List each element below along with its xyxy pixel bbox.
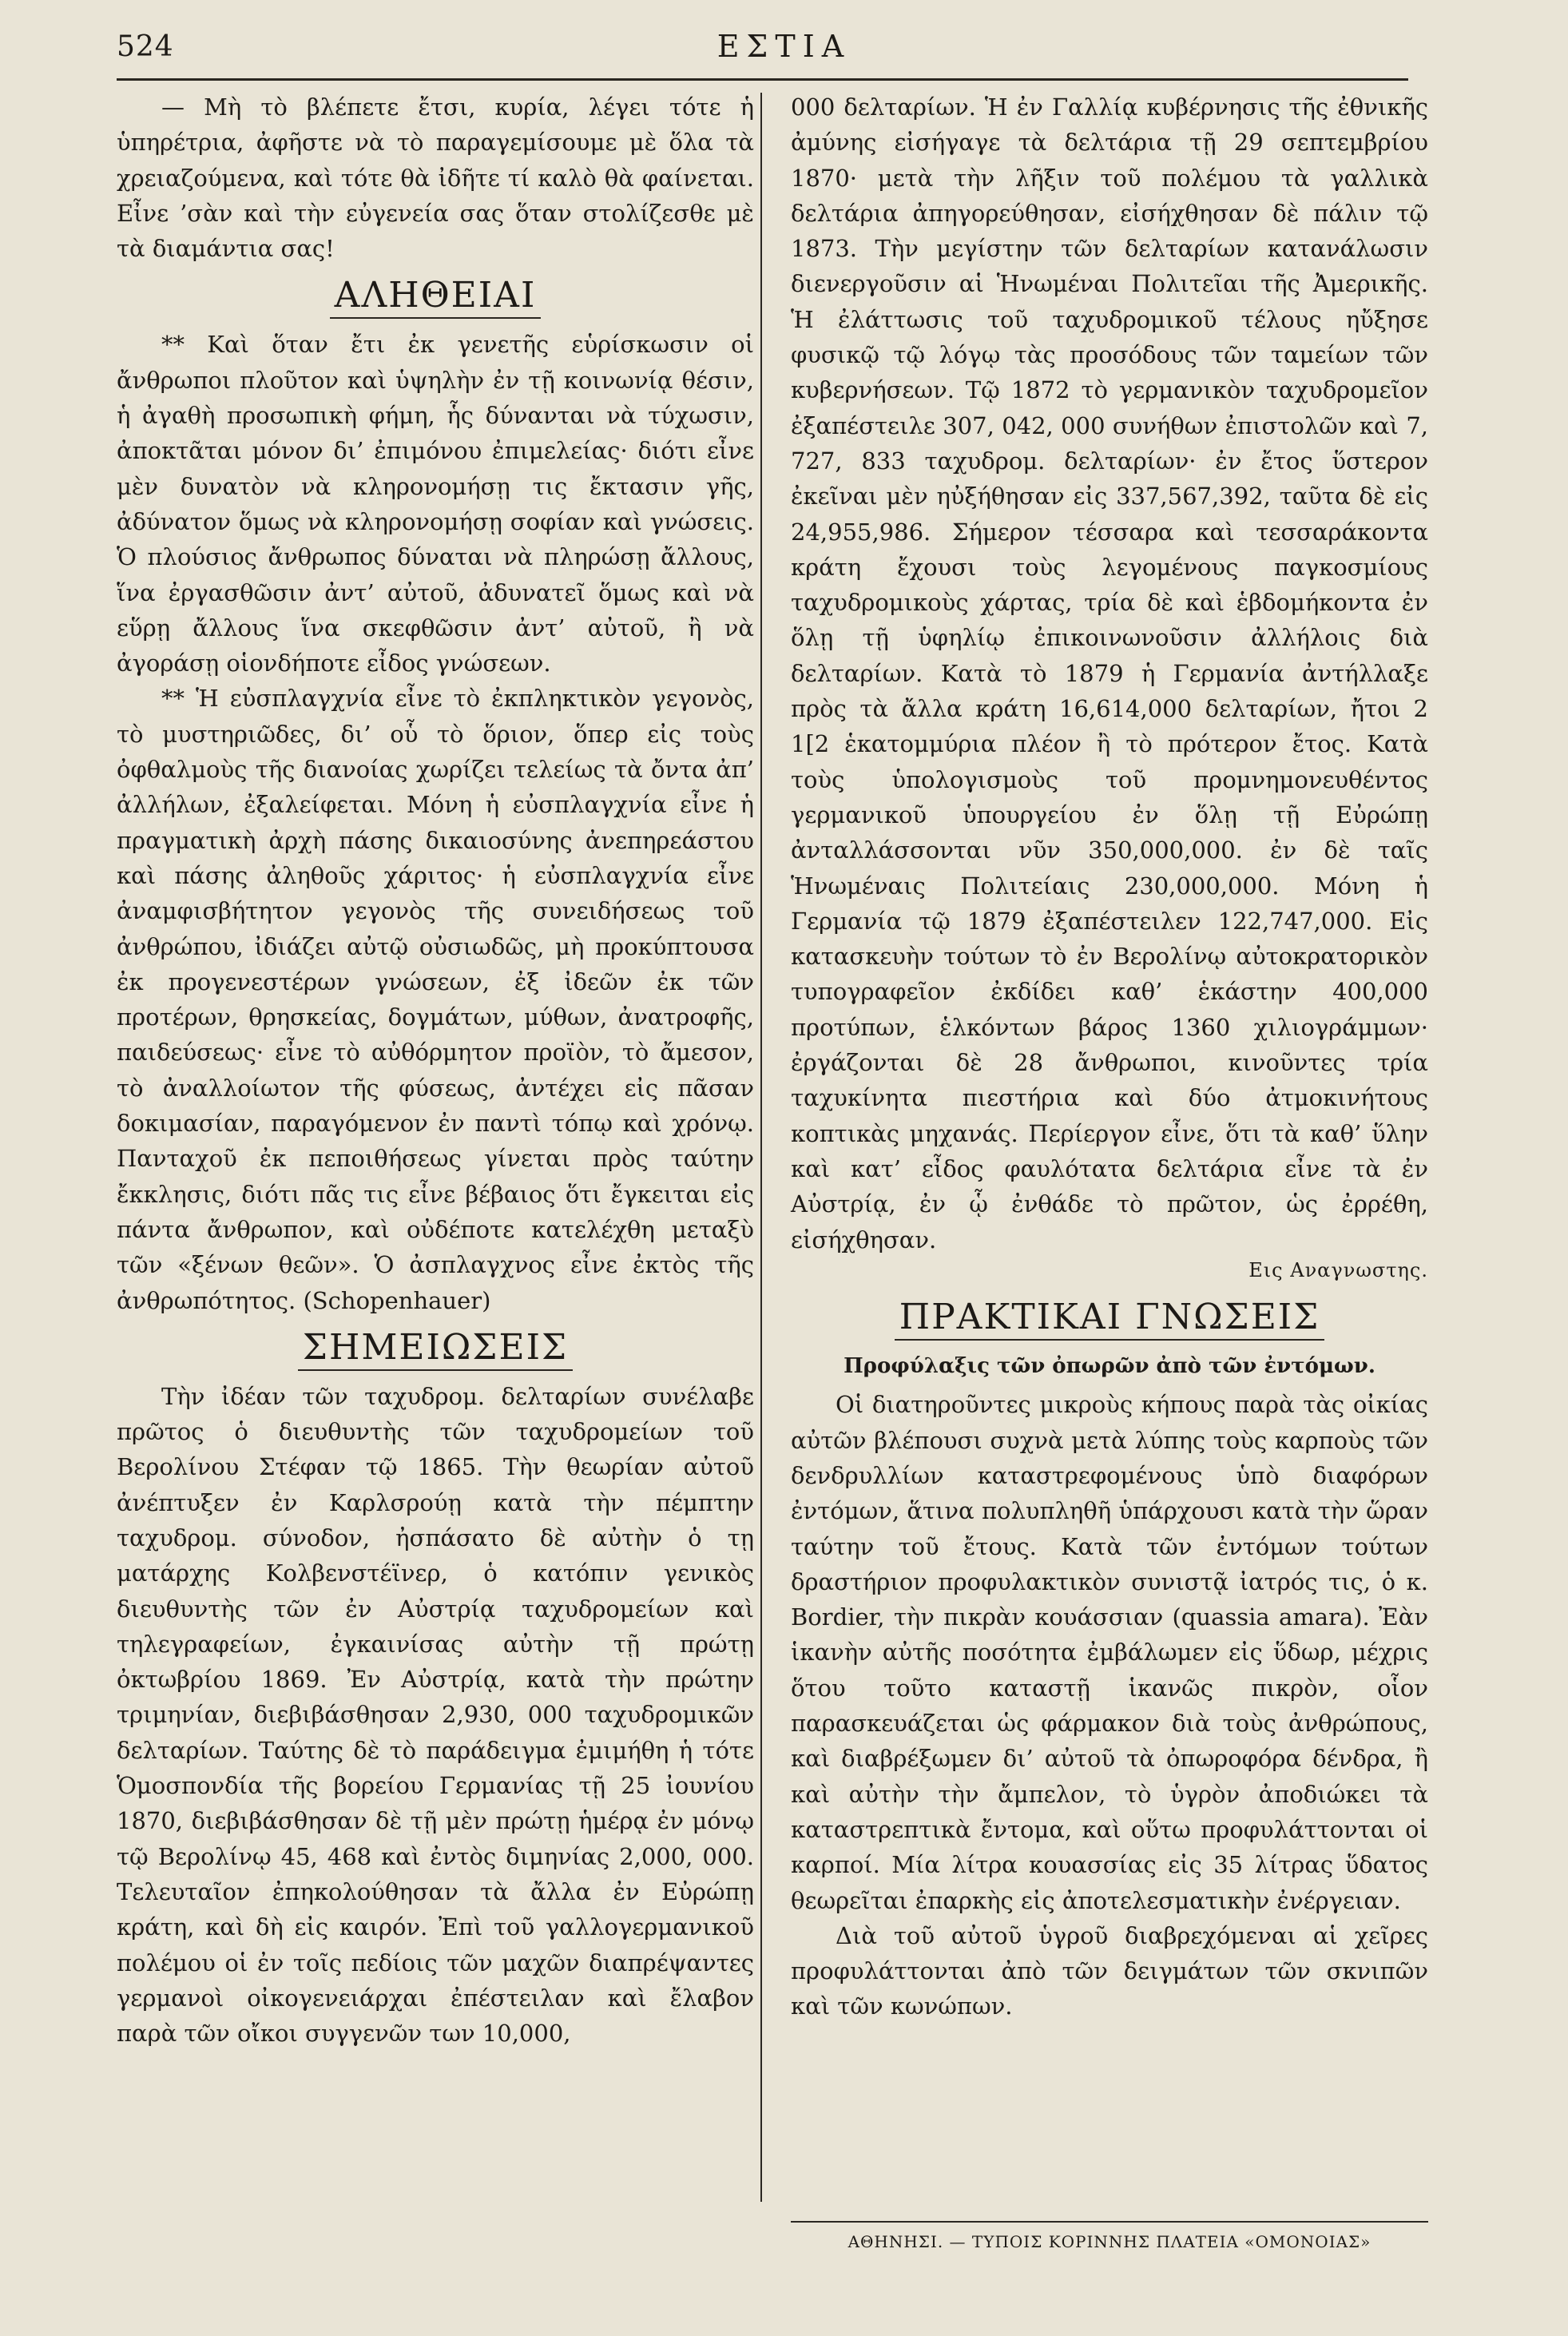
notes-paragraph: Τὴν ἰδέαν τῶν ταχυδρομ. δελταρίων συνέλαβε πρῶτος ὁ διευθυντὴς τῶν ταχυδρομείων τοῦ Βερολίνου Στέφαν τῷ 1865. Τὴν θεωρίαν αὐτοῦ ἀνέπτυξεν ἐν Καρλσρούῃ κατὰ τὴν πέμπτην ταχυδρομ. σύνοδον, ἠσπάσατο δὲ αὐτὴν ὁ τῃ ματάρχης Κολβενστέϊνερ, ὁ κατόπιν γενικὸς διευθυντὴς τῶν ἐν Αὐστρίᾳ ταχυδρομείων καὶ τηλεγραφείων, ἐγκαινίσας αὐτὴν τῇ πρώτῃ ὀκτωβρίου 1869. Ἐν Αὐστρίᾳ, κατὰ τὴν πρώτην τριμηνίαν, διεβιβάσθησαν 2,930, 000 ταχυδρομικῶν δελταρίων. Ταύτης δὲ τὸ παράδειγμα ἐμιμήθη ἡ τότε Ὁμοσπονδία τῆς βορείου Γερμανίας τῇ 25 ἰουνίου 1870, διεβιβάσθησαν δὲ τῇ μὲν πρώτῃ ἡμέρᾳ ἐν μόνῳ τῷ Βερολίνῳ 45, 468 καὶ ἐντὸς διμηνίας 2,000, 000. Τελευταῖον ἐπηκολούθησαν τὰ ἄλλα ἐν Εὐρώπῃ κράτη, καὶ δὴ εἰς καιρόν. Ἐπὶ τοῦ γαλλογερμανικοῦ πολέμου οἱ ἐν τοῖς πεδίοις τῶν μαχῶν διαπρέψαντες γερμανοὶ οἰκογενειάρχαι ἐπέστειλαν καὶ ἔλαβον παρὰ τῶν οἴκοι συγγενῶν των 10,000, (117, 1382, 754, 2048)
author-signature: Εις Αναγνωστης. (1248, 1258, 1428, 1281)
page-number: 524 (117, 30, 174, 63)
column-divider (760, 93, 762, 2202)
footer-rule (791, 2221, 1428, 2223)
story-ending: — Μὴ τὸ βλέπετε ἔτσι, κυρία, λέγει τότε ἡ ὑπηρέτρια, ἀφῆστε νὰ τὸ παραγεμίσουμε μὲ ὅλα τὰ χρειαζούμενα, καὶ τότε θὰ ἰδῆτε τί καλὸ θὰ φαίνεται. Εἶνε ’σὰν καὶ τὴν εὐγενεία σας ὅταν στολίζεσθε μὲ τὰ διαμάντια σας! (117, 93, 754, 263)
practical-paragraph: Διὰ τοῦ αὐτοῦ ὑγροῦ διαβρεχόμεναι αἱ χεῖρες προφυλάττονται ἀπὸ τῶν δειγμάτων τῶν σκνιπῶν καὶ τῶν κωνώπων. (791, 1921, 1428, 2020)
right-column (791, 89, 1428, 2024)
aphorism-paragraph: ** Καὶ ὅταν ἔτι ἐκ γενετῆς εὑρίσκωσιν οἱ ἄνθρωποι πλοῦτον καὶ ὑψηλὴν ἐν τῇ κοινωνίᾳ θέσιν, ἡ ἀγαθὴ προσωπικὴ φήμη, ἧς δύνανται νὰ τύχωσιν, ἀποκτᾶται μόνον δι’ ἐπιμόνου ἐπιμελείας· διότι εἶνε μὲν δυνατὸν νὰ κληρονομήσῃ τις ἔκτασιν γῆς, ἀδύνατον ὅμως νὰ κληρονομήσῃ σοφίαν καὶ γνώσεις. Ὁ πλούσιος ἄνθρωπος δύναται νὰ πληρώσῃ ἄλλους, ἵνα ἐργασθῶσιν ἀντ’ αὐτοῦ, ἀδυνατεῖ ὅμως καὶ νὰ εὕρῃ ἄλλους ἵνα σκεφθῶσιν ἀντ’ αὐτοῦ, ἢ νὰ ἀγοράσῃ οἱονδήποτε εἶδος γνώσεων. (117, 331, 754, 677)
article-subtitle: Προφύλαξις τῶν ὀπωρῶν ἀπὸ τῶν ἐντόμων. (844, 1354, 1375, 1379)
aphorism-paragraph: ** Ἡ εὐσπλαγχνία εἶνε τὸ ἐκπληκτικὸν γεγονὸς, τὸ μυστηριῶδες, δι’ οὗ τὸ ὅριον, ὅπερ εἰς τοὺς ὀφθαλμοὺς τῆς διανοίας χωρίζει τελείως τὰ ὄντα ἀπ’ ἀλλήλων, ἐξαλείφεται. Μόνη ἡ εὐσπλαγχνία εἶνε ἡ πραγματικὴ ἀρχὴ πάσης δικαιοσύνης ἀνεπηρεάστου καὶ πάσης ἀληθοῦς χάριτος· ἡ εὐσπλαγχνία εἶνε ἀναμφισβήτητον γεγονὸς τῆς συνειδήσεως τοῦ ἀνθρώπου, ἰδιάζει αὐτῷ οὐσιωδῶς, μὴ προκύπτουσα ἐκ προγενεστέρων γνώσεων, ἐξ ἰδεῶν ἐκ τῶν προτέρων, θρησκείας, δογμάτων, μύθων, ἀνατροφῆς, παιδεύσεως· εἶνε τὸ αὐθόρμητον προϊὸν, τὸ ἄμεσον, τὸ ἀναλλοίωτον τῆς φύσεως, ἀντέχει εἰς πᾶσαν δοκιμασίαν, παραγόμενον ἐν παντὶ τόπῳ καὶ χρόνῳ. Πανταχοῦ ἐκ πεποιθήσεως γίνεται πρὸς ταύτην ἔκκλησις, διότι πᾶς τις εἶνε βέβαιος ὅτι ἔγκειται εἰς πάντα ἄνθρωπον, καὶ οὐδέποτε κατελέχθη μεταξὺ τῶν «ξένων θεῶν». Ὁ ἀσπλαγχνος εἶνε ἐκτὸς τῆς ἀνθρωπότητος. (Schopenhauer) (117, 685, 754, 1314)
section-heading-truths: ΑΛΗΘΕΙΑΙ (117, 274, 754, 319)
journal-title: ΕΣΤΙΑ (717, 29, 851, 64)
practical-paragraph: Οἱ διατηροῦντες μικροὺς κήπους παρὰ τὰς οἰκίας αὐτῶν βλέπουσι συχνὰ μετὰ λύπης τοὺς καρποὺς τῶν δενδρυλλίων καταστρεφομένους ὑπὸ διαφόρων ἐντόμων, ἅτινα πολυπληθῆ ὑπάρχουσι κατὰ τὴν ὥραν ταύτην τοῦ ἔτους. Κατὰ τῶν ἐντόμων τούτων δραστήριον προφυλακτικὸν συνιστᾷ ἰατρός τις, ὁ κ. Bordier, τὴν πικρὰν κουάσσιαν (quassia amara). Ἐὰν ἱκανὴν αὐτῆς ποσότητα ἐμβάλωμεν εἰς ὕδωρ, μέχρις ὅτου τοῦτο καταστῇ ἱκανῶς πικρὸν, οἷον παρασκευάζεται ὡς φάρμακον διὰ τοὺς ἀνθρώπους, καὶ διαβρέξωμεν δι’ αὐτοῦ τὰ ὀπωροφόρα δένδρα, ἢ καὶ αὐτὴν τὴν ἄμπελον, τὸ ὑγρὸν ἀποδιώκει τὰ καταστρεπτικὰ ἔντομα, καὶ οὕτω προφυλάττονται οἱ καρποί. Μία λίτρα κουασσίας εἰς 35 λίτρας ὕδατος θεωρεῖται ἐπαρκὴς εἰς ἀποτελεσματικὴν ἐνέργειαν. (791, 1391, 1428, 1914)
printer-imprint (791, 2221, 1428, 2251)
running-header (0, 27, 1568, 69)
section-heading-practical: ΠΡΑΚΤΙΚΑΙ ΓΝΩΣΕΙΣ (791, 1296, 1428, 1341)
notes-continuation: 000 δελταρίων. Ἡ ἐν Γαλλίᾳ κυβέρνησις τῆς ἐθνικῆς ἀμύνης εἰσήγαγε τὰ δελτάρια τῇ 29 σεπτεμβρίου 1870· μετὰ τὴν λῆξιν τοῦ πολέμου τὰ γαλλικὰ δελτάρια ἀπηγορεύθησαν, εἰσήχθησαν δὲ πάλιν τῷ 1873. Τὴν μεγίστην τῶν δελταρίων κατανάλωσιν διενεργοῦσιν αἱ Ἡνωμέναι Πολιτεῖαι τῆς Ἀμερικῆς. Ἡ ἐλάττωσις τοῦ ταχυδρομικοῦ τέλους ηὔξησε φυσικῷ τῷ λόγῳ τὰς προσόδους τῶν ταμείων τῶν κυβερνήσεων. Τῷ 1872 τὸ γερμανικὸν ταχυδρομεῖον ἐξαπέστειλε 307, 042, 000 συνήθων ἐπιστολῶν καὶ 7, 727, 833 ταχυδρομ. δελταρίων· ἐν ἔτος ὕστερον ἐκεῖναι μὲν ηὐξήθησαν εἰς 337,567,392, ταῦτα δὲ εἰς 24,955,986. Σήμερον τέσσαρα καὶ τεσσαράκοντα κράτη ἔχουσι τοὺς λεγομένους παγκοσμίους ταχυδρομικοὺς χάρτας, τρία δὲ καὶ ἑβδομήκοντα ἐν ὅλῃ τῇ ὑφηλίῳ ἐπικοινωνοῦσιν ἀλλήλοις διὰ δελταρίων. Κατὰ τὸ 1879 ἡ Γερμανία ἀντήλλαξε πρὸς τὰ ἄλλα κράτη 16,614,000 δελταρίων, ἤτοι 2 1[2 ἑκατομμύρια πλέον ἢ τὸ πρότερον ἔτος. Κατὰ τοὺς ὑπολογισμοὺς τοῦ προμνημονευθέντος γερμανικοῦ ὑπουργείου ἐν ὅλῃ τῇ Εὐρώπῃ ἀνταλλάσσονται νῦν 350,000,000. ἐν δὲ ταῖς Ἡνωμέναις Πολιτείαις 230,000,000. Μόνη ἡ Γερμανία τῷ 1879 ἐξαπέστειλεν 122,747,000. Εἰς κατασκευὴν τούτων τὸ ἐν Βερολίνῳ αὐτοκρατορικὸν τυπογραφεῖον ἐκδίδει καθ’ ἑκάστην 400,000 προτύπων, ἑλκόντων βάρος 1360 χιλιογράμμων· ἐργάζονται δὲ 28 ἄνθρωποι, κινοῦντες τρία ταχυκίνητα πιεστήρια καὶ δύο ἀτμοκινήτους κοπτικὰς μηχανάς. Περίεργον εἶνε, ὅτι τὰ καθ’ ὕλην καὶ κατ’ εἶδος φαυλότατα δελτάρια εἶνε τὰ ἐν Αὐστρίᾳ, ἐν ᾧ ἐνθάδε τὸ πρῶτον, ὡς ἐρρέθη, εἰσήχθησαν. (791, 93, 1428, 1253)
left-column (117, 89, 754, 2051)
section-heading-notes: ΣΗΜΕΙΩΣΕΙΣ (117, 1326, 754, 1371)
imprint-text: ΑΘΗΝΗΣΙ. — ΤΥΠΟΙΣ ΚΟΡΙΝΝΗΣ ΠΛΑΤΕΙΑ «ΟΜΟΝΟΙΑΣ» (848, 2232, 1372, 2251)
header-rule (117, 78, 1408, 81)
